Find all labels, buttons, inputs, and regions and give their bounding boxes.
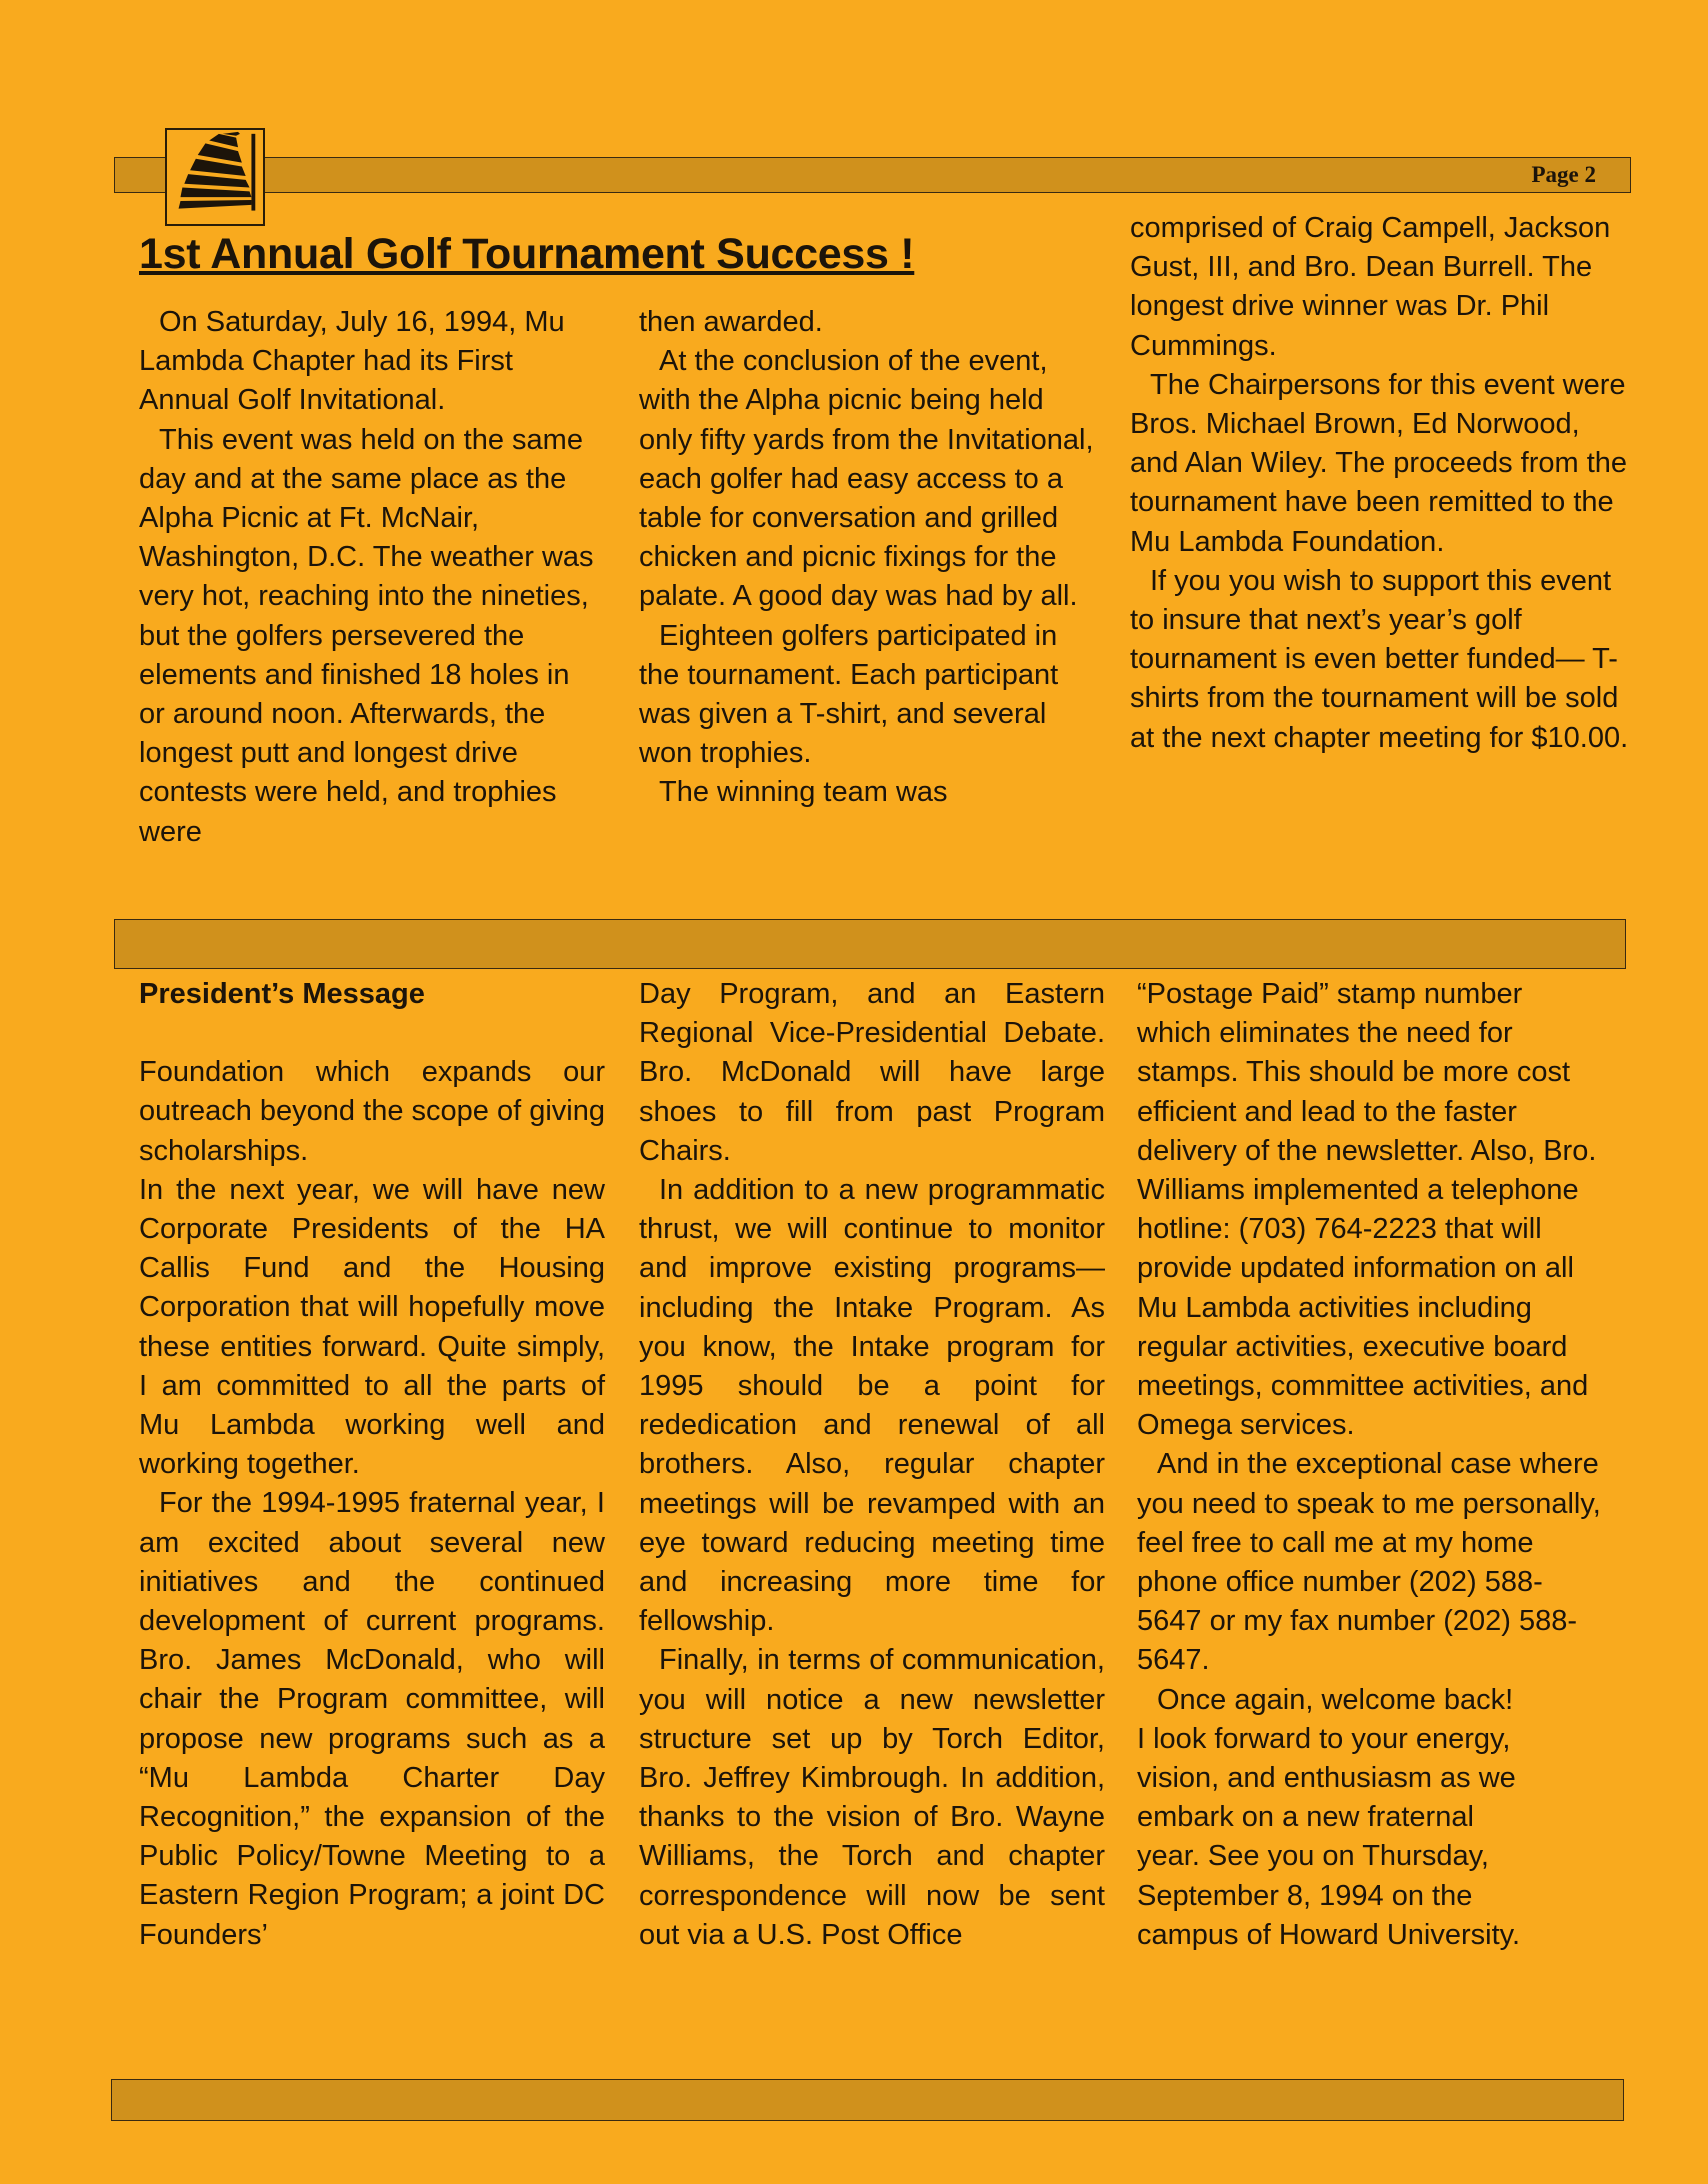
paragraph: And in the exceptional case where you need to speak to me personally, feel free to call me at my home phone office number (202) 588-5647 or my fax number (202) 588-5647. <box>1137 1448 1601 1677</box>
closing-line: September 8, 1994 on the <box>1137 1879 1473 1912</box>
header-bar <box>114 157 1631 193</box>
paragraph: Once again, welcome back! <box>1157 1683 1514 1716</box>
golf-article-column-2 <box>639 303 1099 813</box>
golf-article-column-1 <box>139 303 594 852</box>
paragraph: If you you wish to support this event to insure that next’s year’s golf tournament is even better funded— T-shirts from the tournament will be sold at the next chapter meeting for $10.00. <box>1130 564 1629 754</box>
closing-lines <box>1137 1720 1603 1955</box>
closing-line: I look forward to your energy, <box>1137 1722 1511 1755</box>
closing-line: vision, and enthusiasm as we <box>1137 1762 1516 1795</box>
sunburst-torch-icon <box>165 128 265 226</box>
paragraph: At the conclusion of the event, with the Alpha picnic being held only fifty yards from the Invitational, each golfer had easy access to a table for conversation and grilled chicken and picnic fixings for the palate. A good day was had by all. <box>639 345 1094 613</box>
footer-bar <box>111 2079 1624 2121</box>
paragraph: “Postage Paid” stamp number which eliminates the need for stamps. This should be more cost efficient and lead to the faster delivery of the newsletter. Also, Bro. Williams implemented a telephone hotline: (703) 764-2223 that will provide updated information on all Mu Lambda activities including regular activities, executive board meetings, committee activities, and Omega services. <box>1137 978 1597 1442</box>
paragraph: comprised of Craig Campell, Jackson Gust, III, and Bro. Dean Burrell. The longest drive winner was Dr. Phil Cummings. <box>1130 212 1611 362</box>
president-message-column-3 <box>1137 975 1603 1955</box>
paragraph: In addition to a new programmatic thrust, we will continue to monitor and improve existing programs— including the Intake Program. As you know, the Intake program for 1995 should be a point for rededication and renewal of all brothers. Also, regular chapter meetings will be revamped with an eye toward reducing meeting time and increasing more time for fellowship. <box>639 1174 1105 1638</box>
paragraph: then awarded. <box>639 306 823 338</box>
golf-article-column-3 <box>1130 209 1630 758</box>
paragraph: For the 1994-1995 fraternal year, I am excited about several new initiatives and the continued development of current programs. Bro. James McDonald, who will chair the Program committee, will propose new programs such as a “Mu Lambda Charter Day Recognition,” the expansion of the Public Policy/Towne Meeting to a Eastern Region Program; a joint DC Founders’ <box>139 1487 605 1951</box>
closing-line: campus of Howard University. <box>1137 1918 1521 1951</box>
paragraph: Day Program, and an Eastern Regional Vice-Presidential Debate. Bro. McDonald will have large shoes to fill from past Program Chairs. <box>639 978 1105 1167</box>
paragraph: This event was held on the same day and at the same place as the Alpha Picnic at Ft. McNair, Washington, D.C. The weather was very hot, reaching into the nineties, but the golfers persevered the elements and finished 18 holes in or around noon. Afterwards, the longest putt and longest drive contests were held, and trophies were <box>139 423 594 848</box>
closing-line: embark on a new fraternal <box>1137 1801 1474 1834</box>
paragraph: In the next year, we will have new Corporate Presidents of the HA Callis Fund and the Housing Corporation that will hopefully move these entities forward. Quite simply, I am committed to all the parts of Mu Lambda working well and working together. <box>139 1173 605 1481</box>
paragraph: Eighteen golfers participated in the tournament. Each participant was given a T-shirt, and several won trophies. <box>639 619 1059 770</box>
page-number: Page 2 <box>1531 162 1596 187</box>
paragraph: Finally, in terms of communication, you will notice a new newsletter structure set up by Torch Editor, Bro. Jeffrey Kimbrough. In addition, thanks to the vision of Bro. Wayne Williams, the Torch and chapter correspondence will now be sent out via a U.S. Post Office <box>639 1644 1105 1951</box>
president-message-column-2 <box>639 975 1105 1955</box>
closing-line: year. See you on Thursday, <box>1137 1840 1489 1873</box>
paragraph: The Chairpersons for this event were Bros. Michael Brown, Ed Norwood, and Alan Wiley. The proceeds from the tournament have been remitted to the Mu Lambda Foundation. <box>1130 368 1628 558</box>
president-message-heading: President’s Message <box>139 978 425 1010</box>
paragraph: Foundation which expands our outreach beyond the scope of giving scholarships. <box>139 1056 605 1167</box>
spacer <box>139 1014 605 1053</box>
section-divider-bar <box>114 919 1626 969</box>
paragraph: The winning team was <box>659 776 948 809</box>
golf-article-title: 1st Annual Golf Tournament Success ! <box>139 230 915 278</box>
paragraph: On Saturday, July 16, 1994, Mu Lambda Chapter had its First Annual Golf Invitational. <box>139 306 565 417</box>
president-message-column-1 <box>139 975 605 1955</box>
